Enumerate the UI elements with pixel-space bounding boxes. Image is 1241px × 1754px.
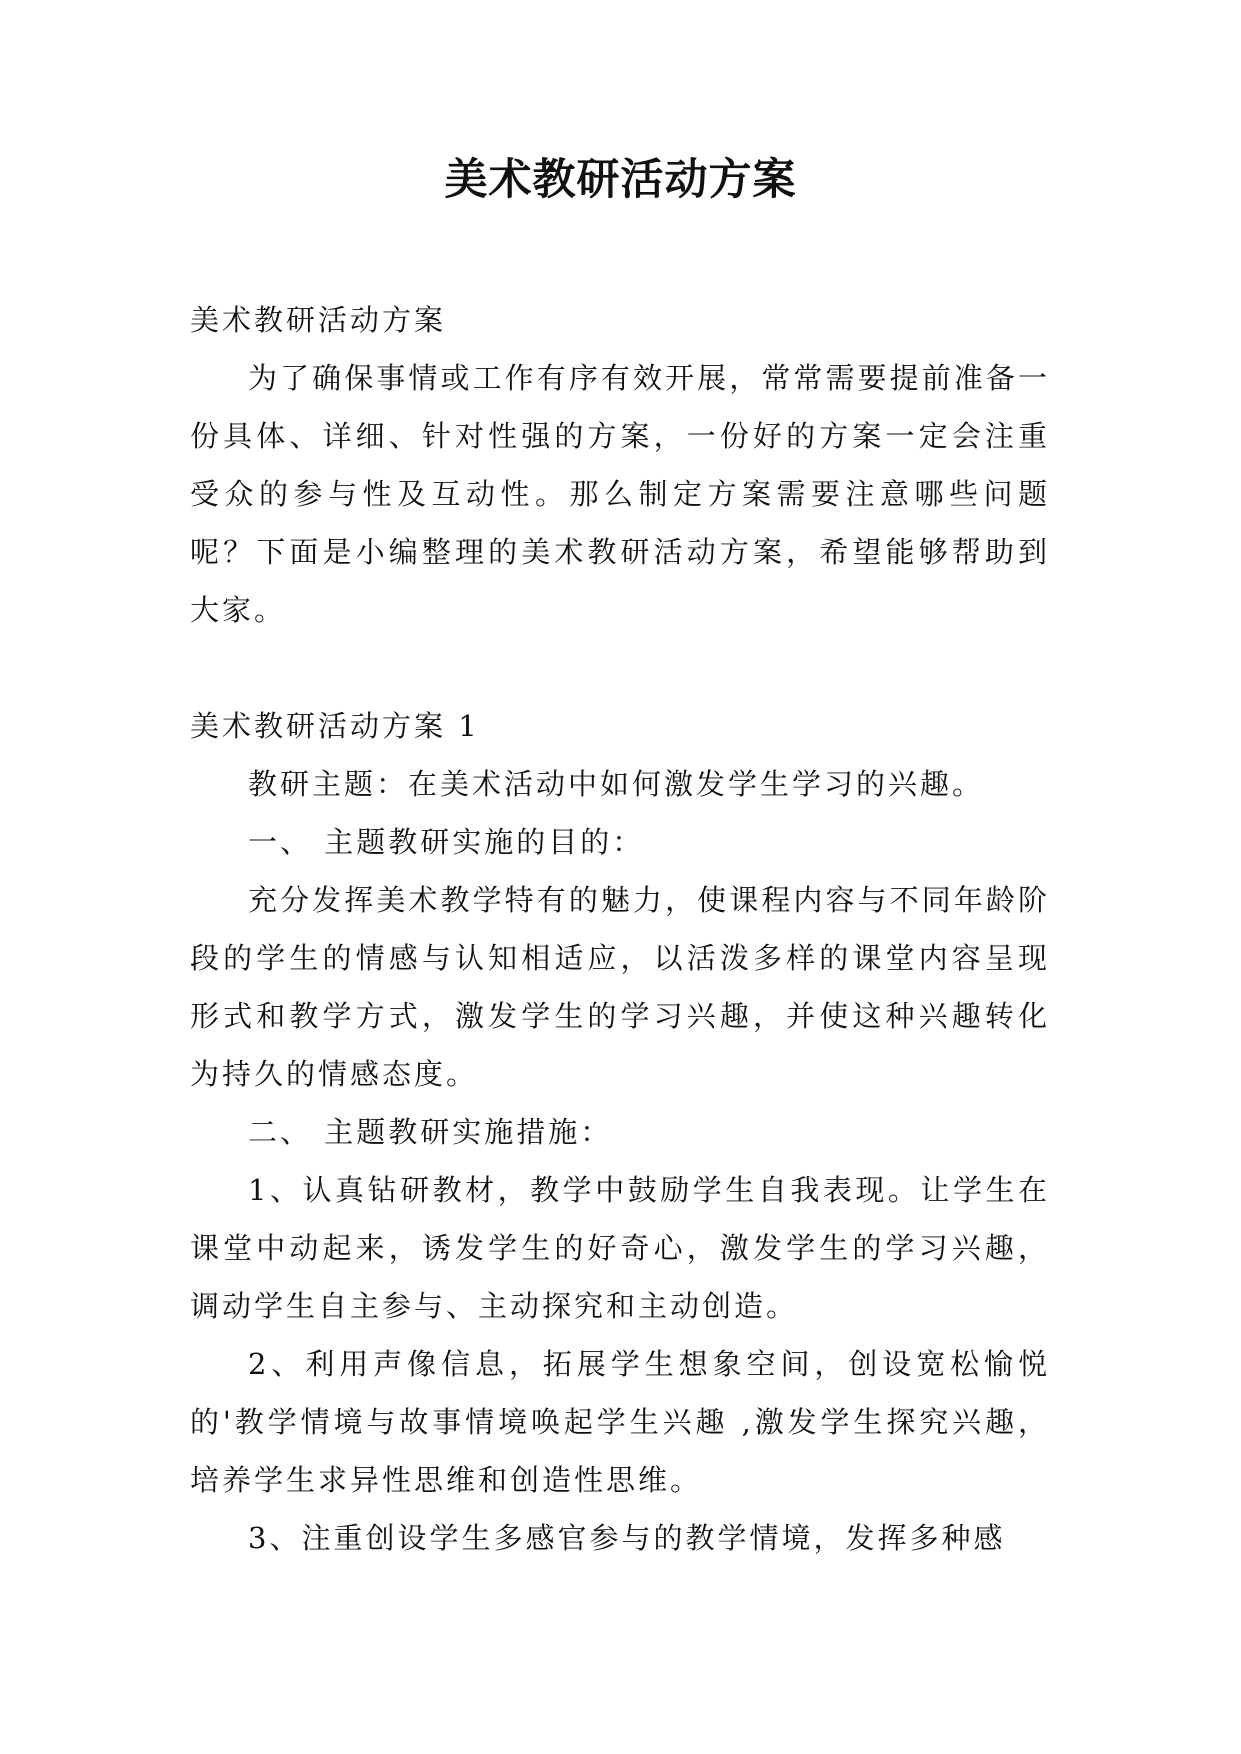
part1-paragraph: 充分发挥美术教学特有的魅力，使课程内容与不同年龄阶段的学生的情感与认知相适应，以活泼多样的课堂内容呈现形式和教学方式，激发学生的学习兴趣，并使这种兴趣转化为持久的情感态度。 — [190, 883, 1050, 1091]
theme-paragraph: 教研主题：在美术活动中如何激发学生学习的兴趣。 — [248, 767, 985, 801]
measure-3-paragraph: 3、注重创设学生多感官参与的教学情境，发挥多种感 — [248, 1521, 1006, 1555]
subtitle: 美术教研活动方案 — [190, 303, 447, 337]
part2-heading: 二、 主题教研实施措施： — [248, 1115, 613, 1149]
measure-2-paragraph: 2、利用声像信息，拓展学生想象空间，创设宽松愉悦的'教学情境与故事情境唤起学生兴趣 ,激发学生探究兴趣，培养学生求异性思维和创造性思维。 — [190, 1347, 1050, 1497]
section-heading: 美术教研活动方案 1 — [190, 709, 480, 743]
spacer — [190, 639, 1050, 697]
measure-1-paragraph: 1、认真钻研教材，教学中鼓励学生自我表现。让学生在课堂中动起来，诱发学生的好奇心，激发学生的学习兴趣，调动学生自主参与、主动探究和主动创造。 — [190, 1173, 1050, 1323]
intro-paragraph: 为了确保事情或工作有序有效开展，常常需要提前准备一份具体、详细、针对性强的方案，一份好的方案一定会注重受众的参与性及互动性。那么制定方案需要注意哪些问题呢？下面是小编整理的美术教研活动方案，希望能够帮助到大家。 — [190, 361, 1050, 627]
document-body — [190, 291, 1050, 1567]
document-title: 美术教研活动方案 — [444, 155, 797, 205]
part1-heading: 一、 主题教研实施的目的： — [248, 825, 645, 859]
